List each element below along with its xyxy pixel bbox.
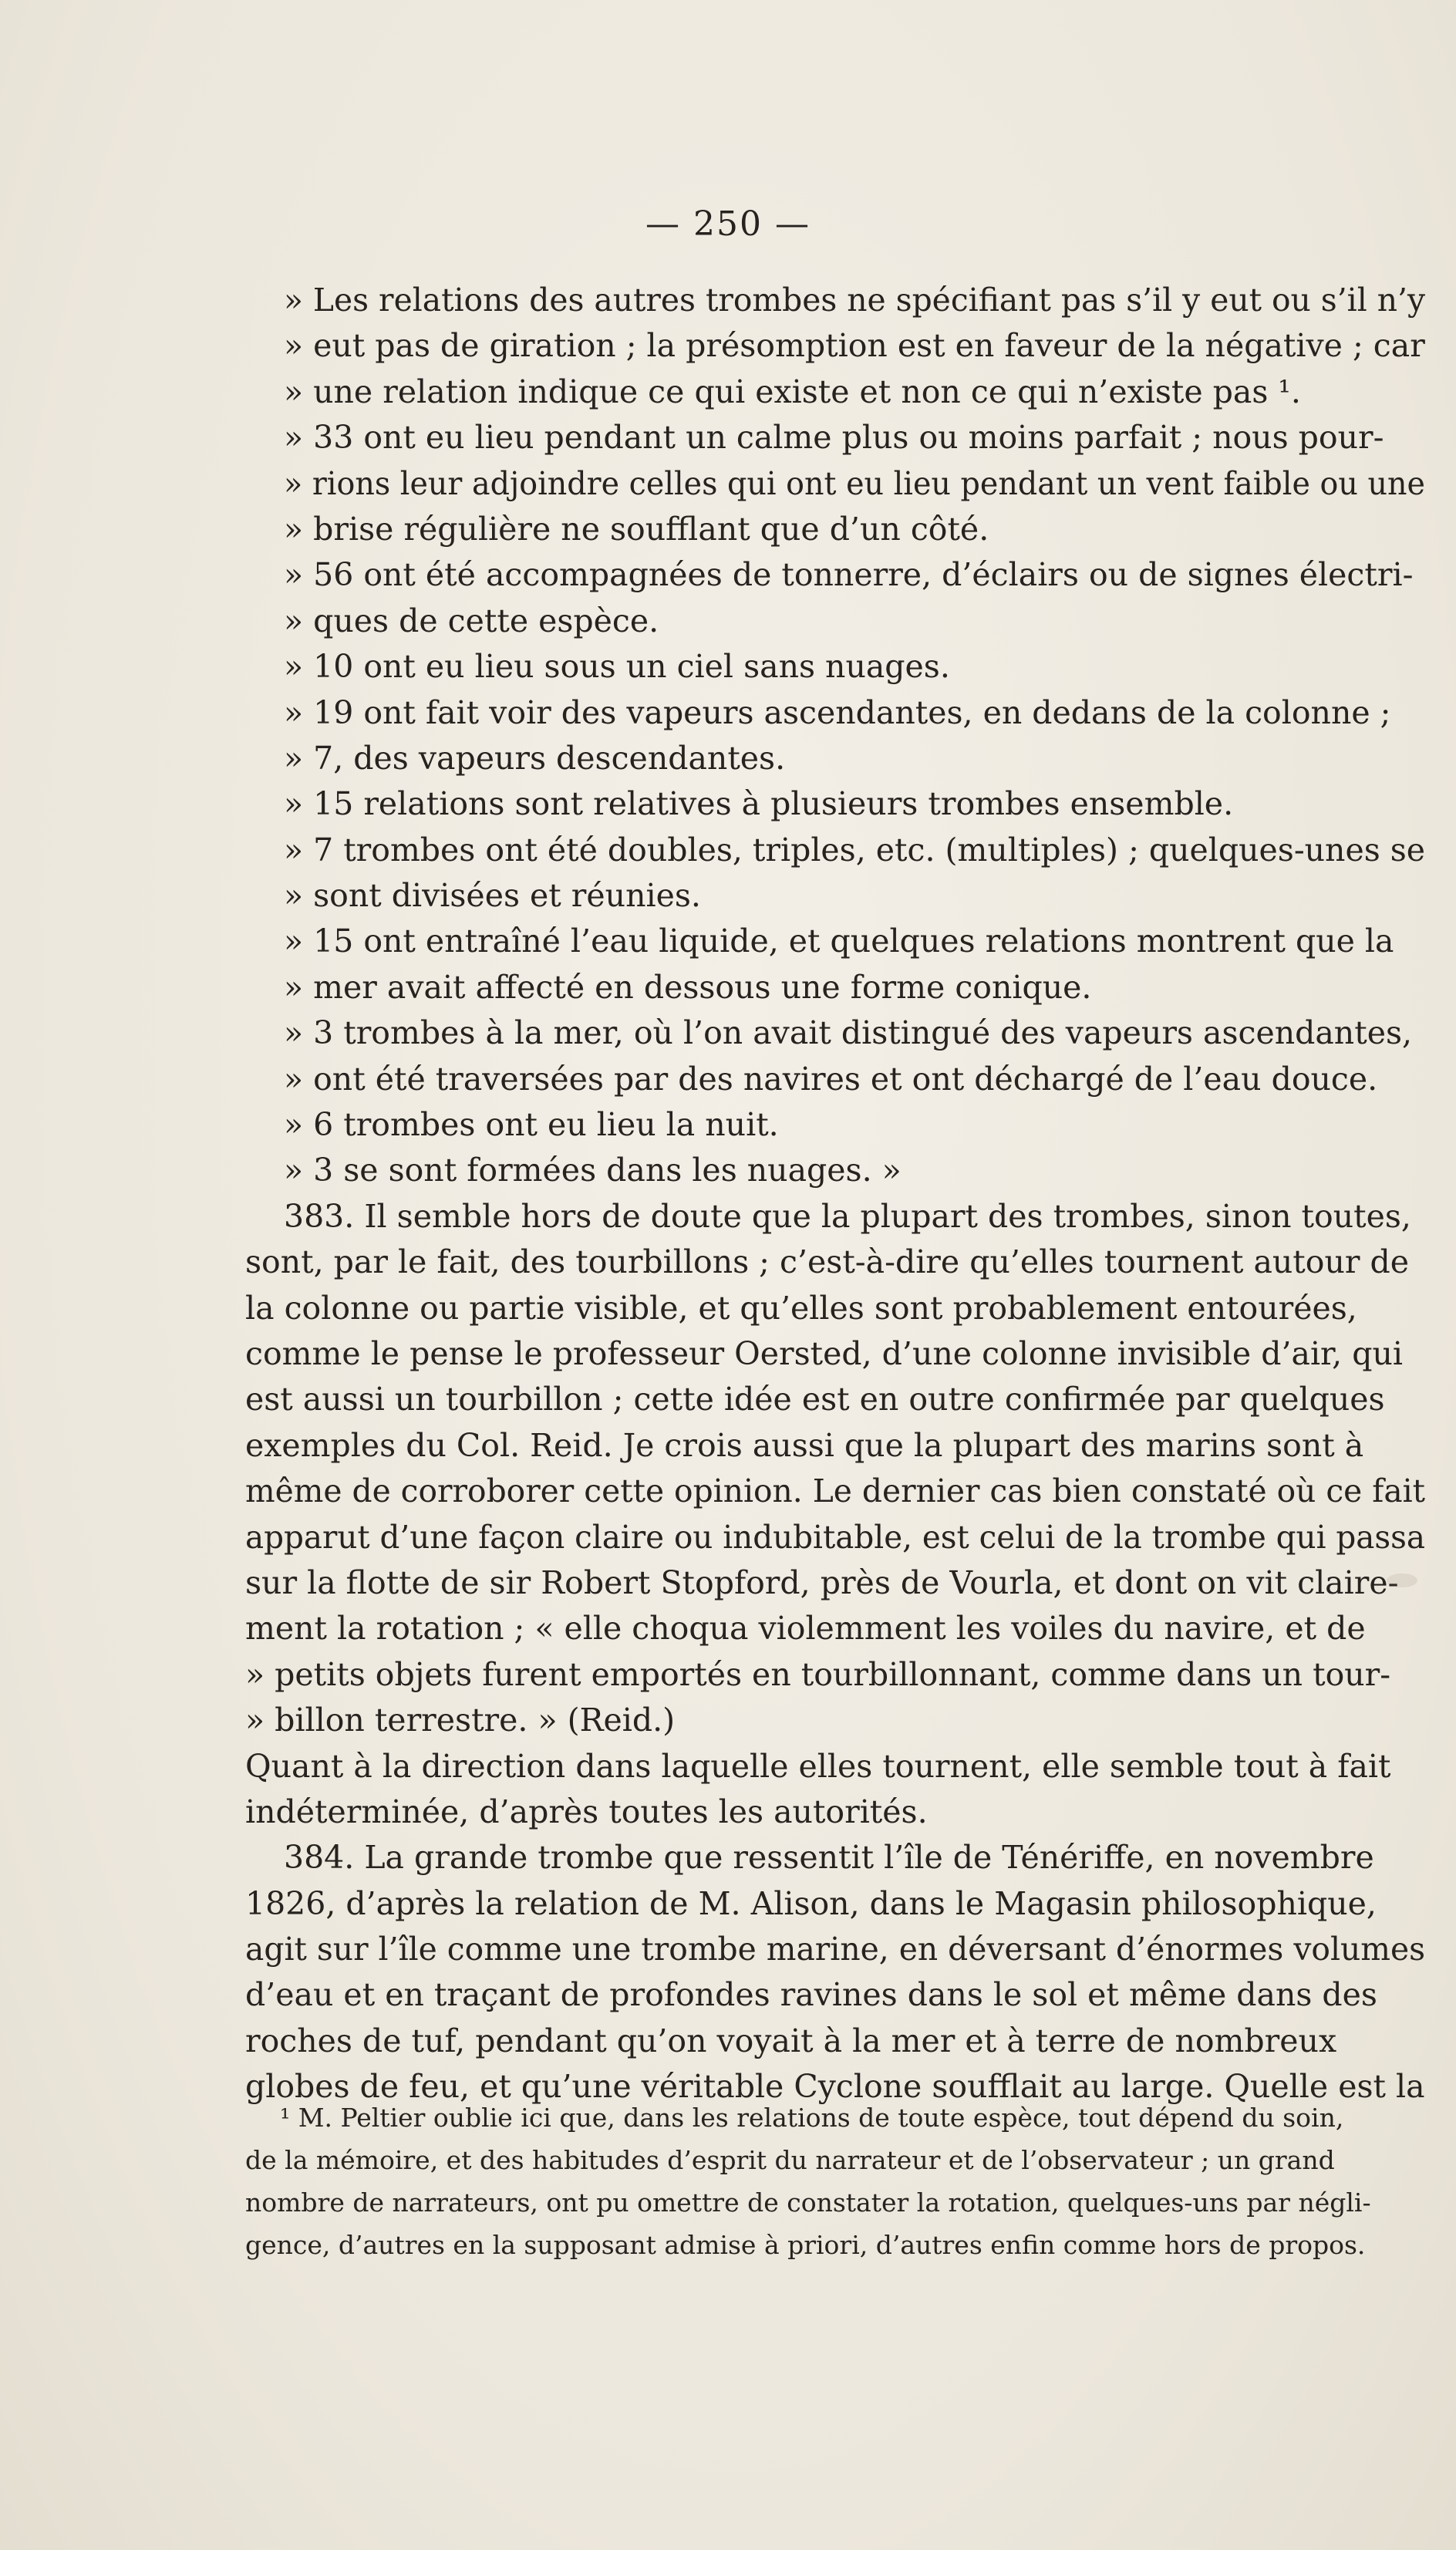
text-line: roches de tuf, pendant qu’on voyait à la mer et à terre de nombreux	[245, 2022, 1337, 2059]
text-line: 383. Il semble hors de doute que la plupart des trombes, sinon toutes,	[284, 1197, 1411, 1235]
text-line: » brise régulière ne soufflant que d’un côté.	[284, 510, 989, 548]
text-line: ment la rotation ; « elle choqua violemment les voiles du navire, et de	[245, 1610, 1366, 1648]
text-line: » ques de cette espèce.	[284, 602, 659, 639]
text-line: apparut d’une façon claire ou indubitable, est celui de la trombe qui passa	[245, 1518, 1426, 1556]
body-text	[245, 278, 1425, 2110]
text-line: est aussi un tourbillon ; cette idée est en outre confirmée par quelques	[245, 1381, 1385, 1418]
text-line: comme le pense le professeur Oersted, d’une colonne invisible d’air, qui	[245, 1334, 1403, 1372]
text-line: sur la flotte de sir Robert Stopford, près de Vourla, et dont on vit claire-	[245, 1563, 1399, 1601]
text-line: globes de feu, et qu’une véritable Cyclone soufflait au large. Quelle est la	[245, 2068, 1425, 2106]
text-line: exemples du Col. Reid. Je crois aussi que la plupart des marins sont à	[245, 1426, 1364, 1464]
paper-stain	[1387, 1574, 1417, 1587]
text-line: » mer avait affecté en dessous une forme conique.	[284, 968, 1092, 1006]
text-line: » 7, des vapeurs descendantes.	[284, 739, 786, 777]
text-line: » 15 relations sont relatives à plusieurs trombes ensemble.	[284, 785, 1234, 823]
text-line: » petits objets furent emportés en tourbillonnant, comme dans un tour-	[245, 1655, 1391, 1693]
footnote-line: nombre de narrateurs, ont pu omettre de constater la rotation, quelques-uns par négli-	[245, 2187, 1371, 2218]
footnote	[245, 2096, 1425, 2266]
text-line: » 3 se sont formées dans les nuages. »	[284, 1152, 902, 1189]
text-line: » eut pas de giration ; la présomption est en faveur de la négative ; car	[284, 327, 1425, 365]
text-line: » 19 ont fait voir des vapeurs ascendantes, en dedans de la colonne ;	[284, 693, 1391, 731]
page-number: — 250 —	[645, 204, 811, 244]
text-line: » rions leur adjoindre celles qui ont eu lieu pendant un vent faible ou une	[284, 464, 1425, 502]
text-line: Quant à la direction dans laquelle elles tournent, elle semble tout à fait	[245, 1747, 1391, 1785]
text-line: indéterminée, d’après toutes les autorités.	[245, 1793, 928, 1830]
text-line: même de corroborer cette opinion. Le dernier cas bien constaté où ce fait	[245, 1472, 1426, 1510]
text-line: » 56 ont été accompagnées de tonnerre, d’éclairs ou de signes électri-	[284, 556, 1414, 594]
footnote-line: gence, d’autres en la supposant admise à priori, d’autres enfin comme hors de propos.	[245, 2230, 1366, 2260]
text-line: » 10 ont eu lieu sous un ciel sans nuages.	[284, 648, 950, 686]
text-line: 1826, d’après la relation de M. Alison, dans le Magasin philosophique,	[245, 1884, 1377, 1922]
text-line: » ont été traversées par des navires et ont déchargé de l’eau douce.	[284, 1060, 1378, 1098]
text-line: la colonne ou partie visible, et qu’elles sont probablement entourées,	[245, 1289, 1357, 1327]
text-line: » une relation indique ce qui existe et non ce qui n’existe pas ¹.	[284, 373, 1301, 410]
text-line: 384. La grande trombe que ressentit l’île de Ténériffe, en novembre	[284, 1839, 1374, 1877]
text-line: » Les relations des autres trombes ne spécifiant pas s’il y eut ou s’il n’y	[284, 282, 1426, 319]
text-line: » 3 trombes à la mer, où l’on avait distingué des vapeurs ascendantes,	[284, 1014, 1413, 1052]
text-line: sont, par le fait, des tourbillons ; c’est-à-dire qu’elles tournent autour de	[245, 1243, 1410, 1281]
text-line: » billon terrestre. » (Reid.)	[245, 1702, 676, 1739]
text-line: » 6 trombes ont eu lieu la nuit.	[284, 1106, 779, 1144]
footnote-line: ¹ M. Peltier oublie ici que, dans les relations de toute espèce, tout dépend du soin,	[280, 2103, 1344, 2133]
text-line: agit sur l’île comme une trombe marine, en déversant d’énormes volumes	[245, 1931, 1426, 1968]
text-line: » 7 trombes ont été doubles, triples, etc. (multiples) ; quelques-unes se	[284, 831, 1426, 869]
text-line: » 33 ont eu lieu pendant un calme plus ou moins parfait ; nous pour-	[284, 419, 1384, 457]
text-line: » 15 ont entraîné l’eau liquide, et quelques relations montrent que la	[284, 923, 1394, 960]
footnote-line: de la mémoire, et des habitudes d’esprit du narrateur et de l’observateur ; un grand	[245, 2145, 1335, 2175]
text-line: d’eau et en traçant de profondes ravines dans le sol et même dans des	[245, 1976, 1377, 2014]
text-line: » sont divisées et réunies.	[284, 877, 701, 915]
